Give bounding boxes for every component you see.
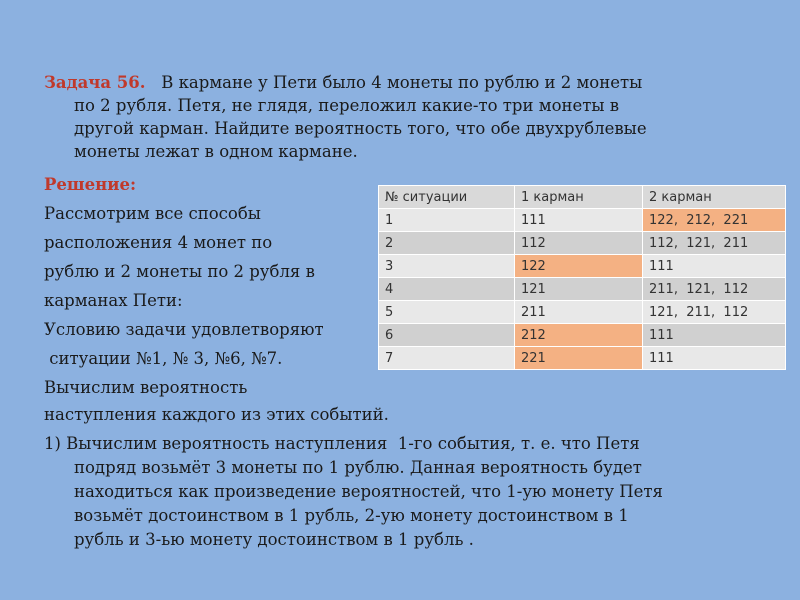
table-cell: 111	[643, 347, 786, 370]
step1-line-4: возьмёт достоинством в 1 рубль, 2-ую монету достоинством в 1	[74, 506, 629, 525]
table-row	[379, 278, 786, 301]
task-line-1	[44, 72, 642, 94]
table-cell: 211, 121, 112	[643, 278, 786, 301]
table-cell: 3	[379, 255, 515, 278]
solution-line-4: карманах Пети:	[44, 291, 183, 310]
table-row	[379, 347, 786, 370]
task-title: Задача 56.	[44, 73, 146, 92]
table-header: 2 карман	[643, 186, 786, 209]
table-cell: 4	[379, 278, 515, 301]
table-cell-highlighted: 221	[515, 347, 643, 370]
solution-heading: Решение:	[44, 175, 137, 194]
solution-line-6: ситуации №1, № 3, №6, №7.	[44, 349, 283, 368]
table-cell: 111	[643, 255, 786, 278]
step1-line-3: находиться как произведение вероятностей, что 1-ую монету Петя	[74, 482, 663, 501]
solution-line-7: Вычислим вероятность	[44, 378, 248, 397]
table-cell: 121	[515, 278, 643, 301]
table-cell: 112, 121, 211	[643, 232, 786, 255]
task-text-1: В кармане у Пети было 4 монеты по рублю и 2 монеты	[161, 73, 643, 92]
table-cell: 121, 211, 112	[643, 301, 786, 324]
table-row	[379, 301, 786, 324]
table-row	[379, 209, 786, 232]
table-header: 1 карман	[515, 186, 643, 209]
table-cell: 5	[379, 301, 515, 324]
table-cell: 1	[379, 209, 515, 232]
task-line-4: монеты лежат в одном кармане.	[74, 142, 358, 161]
table-cell: 111	[643, 324, 786, 347]
solution-line-8: наступления каждого из этих событий.	[44, 405, 389, 424]
table-cell: 6	[379, 324, 515, 347]
table-header: № ситуации	[379, 186, 515, 209]
table-row	[379, 324, 786, 347]
table-row	[379, 255, 786, 278]
table-cell-highlighted: 212	[515, 324, 643, 347]
table-header-row	[379, 186, 786, 209]
solution-line-2: расположения 4 монет по	[44, 233, 273, 252]
task-line-3: другой карман. Найдите вероятность того, что обе двухрублевые	[74, 119, 647, 138]
solution-line-3: рублю и 2 монеты по 2 рубля в	[44, 262, 315, 281]
table-cell: 112	[515, 232, 643, 255]
table-cell: 111	[515, 209, 643, 232]
step1-line-5: рубль и 3-ью монету достоинством в 1 рубль .	[74, 530, 474, 549]
table-row	[379, 232, 786, 255]
table-cell: 211	[515, 301, 643, 324]
solution-line-5: Условию задачи удовлетворяют	[44, 320, 324, 339]
table-cell-highlighted: 122, 212, 221	[643, 209, 786, 232]
table-cell: 7	[379, 347, 515, 370]
solution-line-1: Рассмотрим все способы	[44, 204, 261, 223]
step1-line-1: 1) Вычислим вероятность наступления 1-го события, т. е. что Петя	[44, 434, 640, 453]
table-cell: 2	[379, 232, 515, 255]
task-line-2: по 2 рубля. Петя, не глядя, переложил какие-то три монеты в	[74, 96, 620, 115]
situations-table	[378, 185, 786, 370]
table-cell-highlighted: 122	[515, 255, 643, 278]
step1-line-2: подряд возьмёт 3 монеты по 1 рублю. Данная вероятность будет	[74, 458, 642, 477]
